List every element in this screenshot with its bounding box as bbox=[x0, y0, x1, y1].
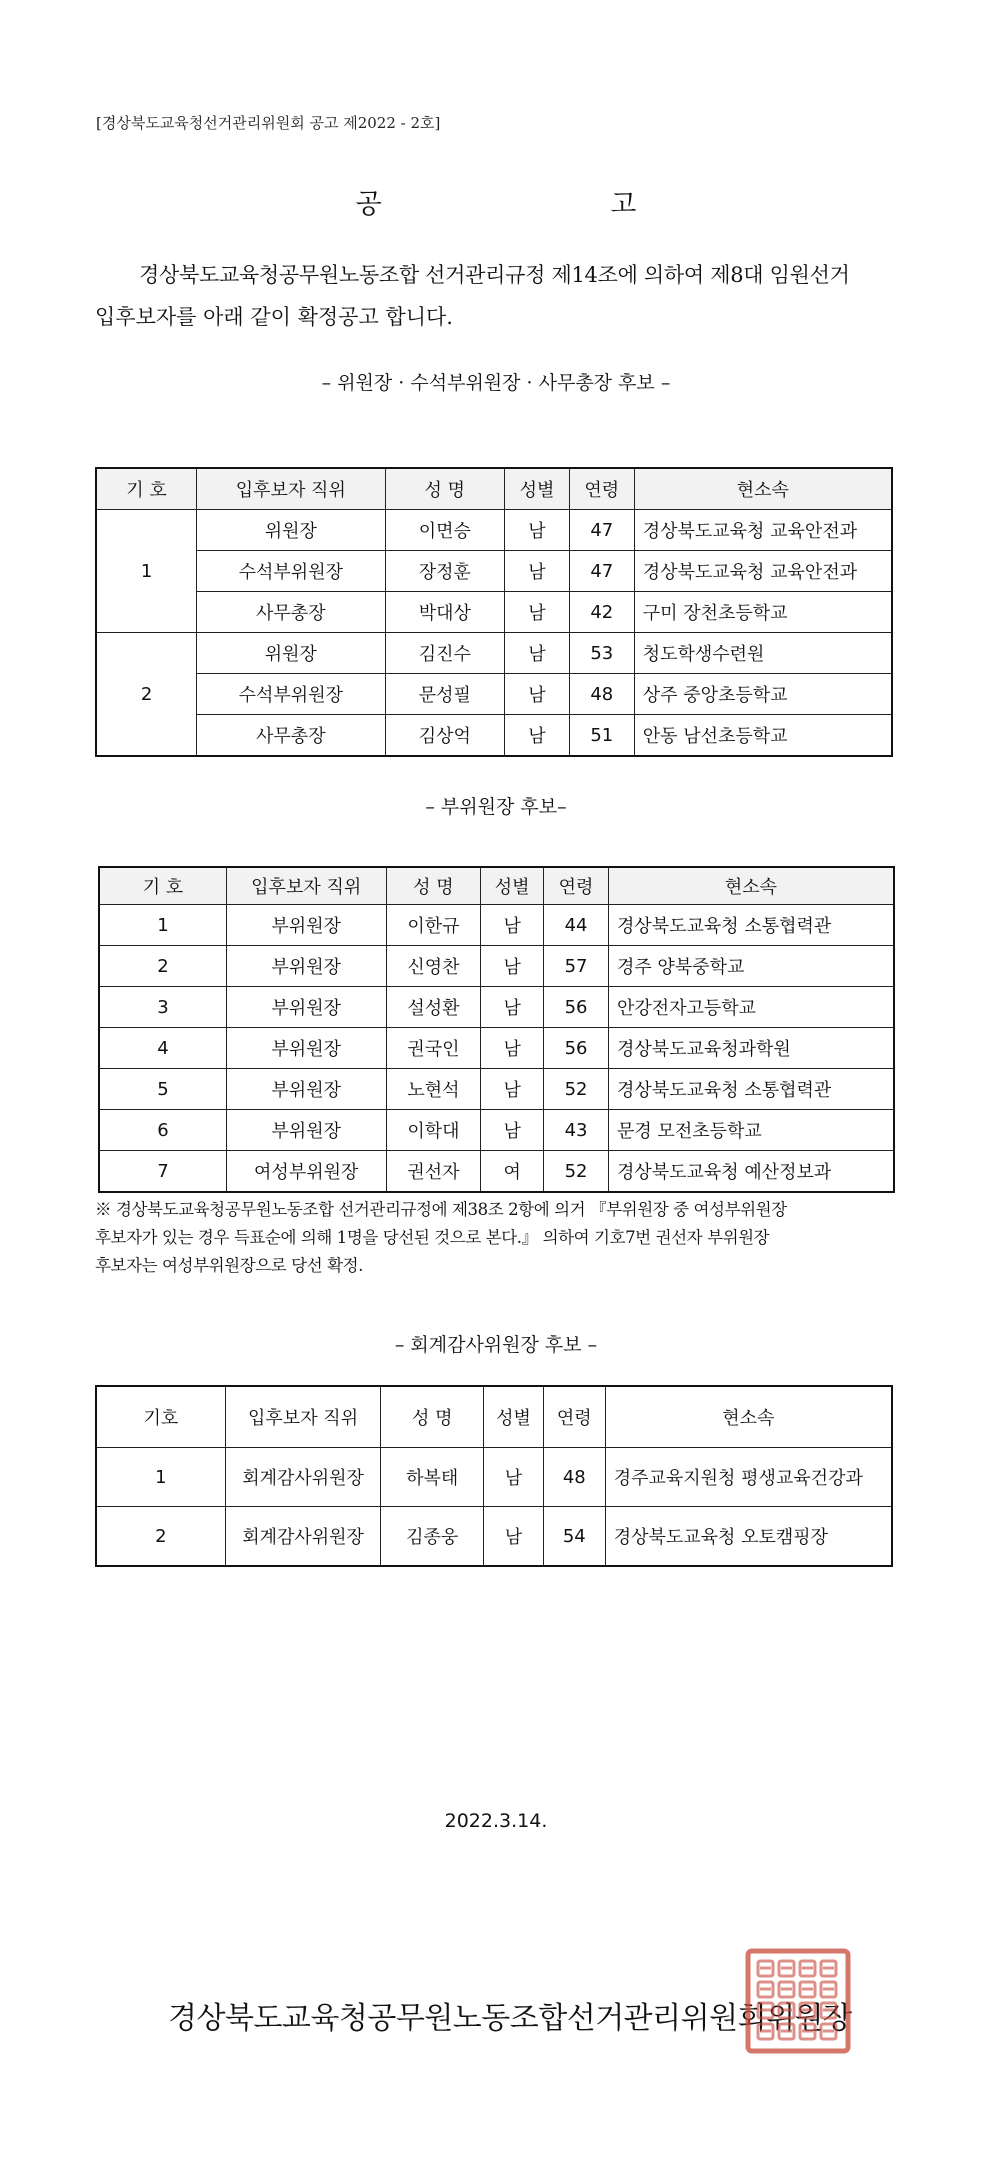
section3-heading: – 회계감사위원장 후보 – bbox=[394, 1334, 598, 1356]
gender-cell: 남 bbox=[505, 592, 570, 633]
section1-heading: – 위원장 · 수석부위원장 · 사무총장 후보 – bbox=[321, 372, 671, 394]
note-line-1: ※ 경상북도교육청공무원노동조합 선거관리규정에 제38조 2항에 의거 『부위원장 중 여성부위원장 bbox=[95, 1200, 787, 1219]
table-row bbox=[99, 1110, 894, 1151]
affiliation-cell: 안동 남선초등학교 bbox=[634, 715, 892, 757]
affiliation-cell: 경상북도교육청 교육안전과 bbox=[634, 510, 892, 551]
gender-cell: 남 bbox=[505, 551, 570, 592]
name-cell: 문성필 bbox=[385, 674, 505, 715]
position-cell: 수석부위원장 bbox=[197, 551, 385, 592]
affiliation-cell: 경주 양북중학교 bbox=[608, 946, 894, 987]
signer-title: 경상북도교육청공무원노동조합선거관리위원회위원장 bbox=[168, 2001, 852, 2036]
position-cell: 여성부위원장 bbox=[226, 1151, 386, 1193]
section2-heading: – 부위원장 후보– bbox=[425, 796, 567, 818]
affiliation-cell: 경상북도교육청 예산정보과 bbox=[608, 1151, 894, 1193]
col-number-header: 기 호 bbox=[96, 468, 197, 510]
col-position-header: 입후보자 직위 bbox=[226, 867, 386, 905]
position-cell: 사무총장 bbox=[197, 592, 385, 633]
table-row bbox=[96, 674, 892, 715]
table-header-row bbox=[96, 468, 892, 510]
affiliation-cell: 안강전자고등학교 bbox=[608, 987, 894, 1028]
name-cell: 신영찬 bbox=[386, 946, 481, 987]
gender-cell: 남 bbox=[481, 1028, 544, 1069]
age-cell: 48 bbox=[569, 674, 634, 715]
col-gender-header: 성별 bbox=[505, 468, 570, 510]
position-cell: 회계감사위원장 bbox=[225, 1448, 381, 1507]
age-cell: 44 bbox=[544, 905, 609, 946]
table-row bbox=[96, 1507, 892, 1567]
affiliation-cell: 문경 모전초등학교 bbox=[608, 1110, 894, 1151]
name-cell: 권선자 bbox=[386, 1151, 481, 1193]
election-note bbox=[95, 1196, 905, 1280]
col-age-header: 연령 bbox=[543, 1386, 605, 1448]
page-title: 공 고 bbox=[355, 189, 747, 220]
gender-cell: 여 bbox=[481, 1151, 544, 1193]
table-row bbox=[99, 946, 894, 987]
col-gender-header: 성별 bbox=[481, 867, 544, 905]
number-cell: 4 bbox=[99, 1028, 226, 1069]
section2-table bbox=[98, 866, 895, 1193]
position-cell: 부위원장 bbox=[226, 1110, 386, 1151]
number-cell: 2 bbox=[96, 1507, 225, 1567]
gender-cell: 남 bbox=[505, 510, 570, 551]
gender-cell: 남 bbox=[481, 1110, 544, 1151]
group-number: 2 bbox=[96, 633, 197, 757]
col-affiliation-header: 현소속 bbox=[608, 867, 894, 905]
age-cell: 52 bbox=[544, 1151, 609, 1193]
position-cell: 부위원장 bbox=[226, 905, 386, 946]
name-cell: 김상억 bbox=[385, 715, 505, 757]
affiliation-cell: 경상북도교육청 소통협력관 bbox=[608, 1069, 894, 1110]
table-header-row bbox=[99, 867, 894, 905]
col-affiliation-header: 현소속 bbox=[634, 468, 892, 510]
col-gender-header: 성별 bbox=[484, 1386, 544, 1448]
note-line-2: 후보자가 있는 경우 득표순에 의해 1명을 당선된 것으로 본다.』 의하여 기호7번 권선자 부위원장 bbox=[95, 1228, 770, 1247]
affiliation-cell: 상주 중앙초등학교 bbox=[634, 674, 892, 715]
col-number-header: 기호 bbox=[96, 1386, 225, 1448]
position-cell: 부위원장 bbox=[226, 1028, 386, 1069]
col-age-header: 연령 bbox=[544, 867, 609, 905]
gender-cell: 남 bbox=[505, 715, 570, 757]
table-row bbox=[96, 551, 892, 592]
col-name-header: 성 명 bbox=[385, 468, 505, 510]
name-cell: 이면승 bbox=[385, 510, 505, 551]
age-cell: 47 bbox=[569, 510, 634, 551]
age-cell: 57 bbox=[544, 946, 609, 987]
gender-cell: 남 bbox=[484, 1448, 544, 1507]
gender-cell: 남 bbox=[505, 633, 570, 674]
name-cell: 김진수 bbox=[385, 633, 505, 674]
gender-cell: 남 bbox=[481, 1069, 544, 1110]
name-cell: 박대상 bbox=[385, 592, 505, 633]
age-cell: 43 bbox=[544, 1110, 609, 1151]
affiliation-cell: 경상북도교육청 오토캠핑장 bbox=[605, 1507, 892, 1567]
age-cell: 53 bbox=[569, 633, 634, 674]
affiliation-cell: 경주교육지원청 평생교육건강과 bbox=[605, 1448, 892, 1507]
affiliation-cell: 구미 장천초등학교 bbox=[634, 592, 892, 633]
number-cell: 6 bbox=[99, 1110, 226, 1151]
section3-table bbox=[95, 1385, 893, 1567]
age-cell: 47 bbox=[569, 551, 634, 592]
number-cell: 3 bbox=[99, 987, 226, 1028]
number-cell: 5 bbox=[99, 1069, 226, 1110]
position-cell: 부위원장 bbox=[226, 987, 386, 1028]
notice-date: 2022.3.14. bbox=[444, 1810, 548, 1832]
age-cell: 54 bbox=[543, 1507, 605, 1567]
affiliation-cell: 경상북도교육청과학원 bbox=[608, 1028, 894, 1069]
col-name-header: 성 명 bbox=[386, 867, 481, 905]
table-header-row bbox=[96, 1386, 892, 1448]
age-cell: 48 bbox=[543, 1448, 605, 1507]
table-row bbox=[96, 633, 892, 674]
name-cell: 이한규 bbox=[386, 905, 481, 946]
table-row bbox=[96, 592, 892, 633]
name-cell: 권국인 bbox=[386, 1028, 481, 1069]
age-cell: 56 bbox=[544, 1028, 609, 1069]
col-affiliation-header: 현소속 bbox=[605, 1386, 892, 1448]
position-cell: 사무총장 bbox=[197, 715, 385, 757]
position-cell: 부위원장 bbox=[226, 946, 386, 987]
affiliation-cell: 경상북도교육청 교육안전과 bbox=[634, 551, 892, 592]
gender-cell: 남 bbox=[481, 905, 544, 946]
official-seal-stamp bbox=[744, 1947, 852, 2055]
col-position-header: 입후보자 직위 bbox=[225, 1386, 381, 1448]
group-number: 1 bbox=[96, 510, 197, 633]
age-cell: 42 bbox=[569, 592, 634, 633]
intro-line-1: 경상북도교육청공무원노동조합 선거관리규정 제14조에 의하여 제8대 임원선거 bbox=[139, 263, 850, 287]
number-cell: 2 bbox=[99, 946, 226, 987]
table-row bbox=[99, 1069, 894, 1110]
name-cell: 김종웅 bbox=[381, 1507, 484, 1567]
affiliation-cell: 청도학생수련원 bbox=[634, 633, 892, 674]
intro-paragraph bbox=[95, 254, 905, 338]
number-cell: 7 bbox=[99, 1151, 226, 1193]
position-cell: 위원장 bbox=[197, 633, 385, 674]
table-row bbox=[96, 715, 892, 757]
age-cell: 52 bbox=[544, 1069, 609, 1110]
position-cell: 회계감사위원장 bbox=[225, 1507, 381, 1567]
name-cell: 이학대 bbox=[386, 1110, 481, 1151]
number-cell: 1 bbox=[96, 1448, 225, 1507]
name-cell: 하복태 bbox=[381, 1448, 484, 1507]
gender-cell: 남 bbox=[481, 946, 544, 987]
col-age-header: 연령 bbox=[569, 468, 634, 510]
age-cell: 56 bbox=[544, 987, 609, 1028]
table-row bbox=[96, 1448, 892, 1507]
name-cell: 노현석 bbox=[386, 1069, 481, 1110]
table-row bbox=[99, 987, 894, 1028]
table-row bbox=[99, 905, 894, 946]
table-row bbox=[96, 510, 892, 551]
name-cell: 장정훈 bbox=[385, 551, 505, 592]
gender-cell: 남 bbox=[484, 1507, 544, 1567]
intro-line-2: 입후보자를 아래 같이 확정공고 합니다. bbox=[95, 305, 453, 329]
position-cell: 부위원장 bbox=[226, 1069, 386, 1110]
age-cell: 51 bbox=[569, 715, 634, 757]
section1-table bbox=[95, 467, 893, 757]
position-cell: 위원장 bbox=[197, 510, 385, 551]
note-line-3: 후보자는 여성부위원장으로 당선 확정. bbox=[95, 1256, 364, 1275]
table-row bbox=[99, 1151, 894, 1193]
table-row bbox=[99, 1028, 894, 1069]
col-number-header: 기 호 bbox=[99, 867, 226, 905]
name-cell: 설성환 bbox=[386, 987, 481, 1028]
col-name-header: 성 명 bbox=[381, 1386, 484, 1448]
number-cell: 1 bbox=[99, 905, 226, 946]
position-cell: 수석부위원장 bbox=[197, 674, 385, 715]
col-position-header: 입후보자 직위 bbox=[197, 468, 385, 510]
gender-cell: 남 bbox=[505, 674, 570, 715]
gender-cell: 남 bbox=[481, 987, 544, 1028]
affiliation-cell: 경상북도교육청 소통협력관 bbox=[608, 905, 894, 946]
notice-reference: [경상북도교육청선거관리위원회 공고 제2022 - 2호] bbox=[96, 114, 441, 132]
